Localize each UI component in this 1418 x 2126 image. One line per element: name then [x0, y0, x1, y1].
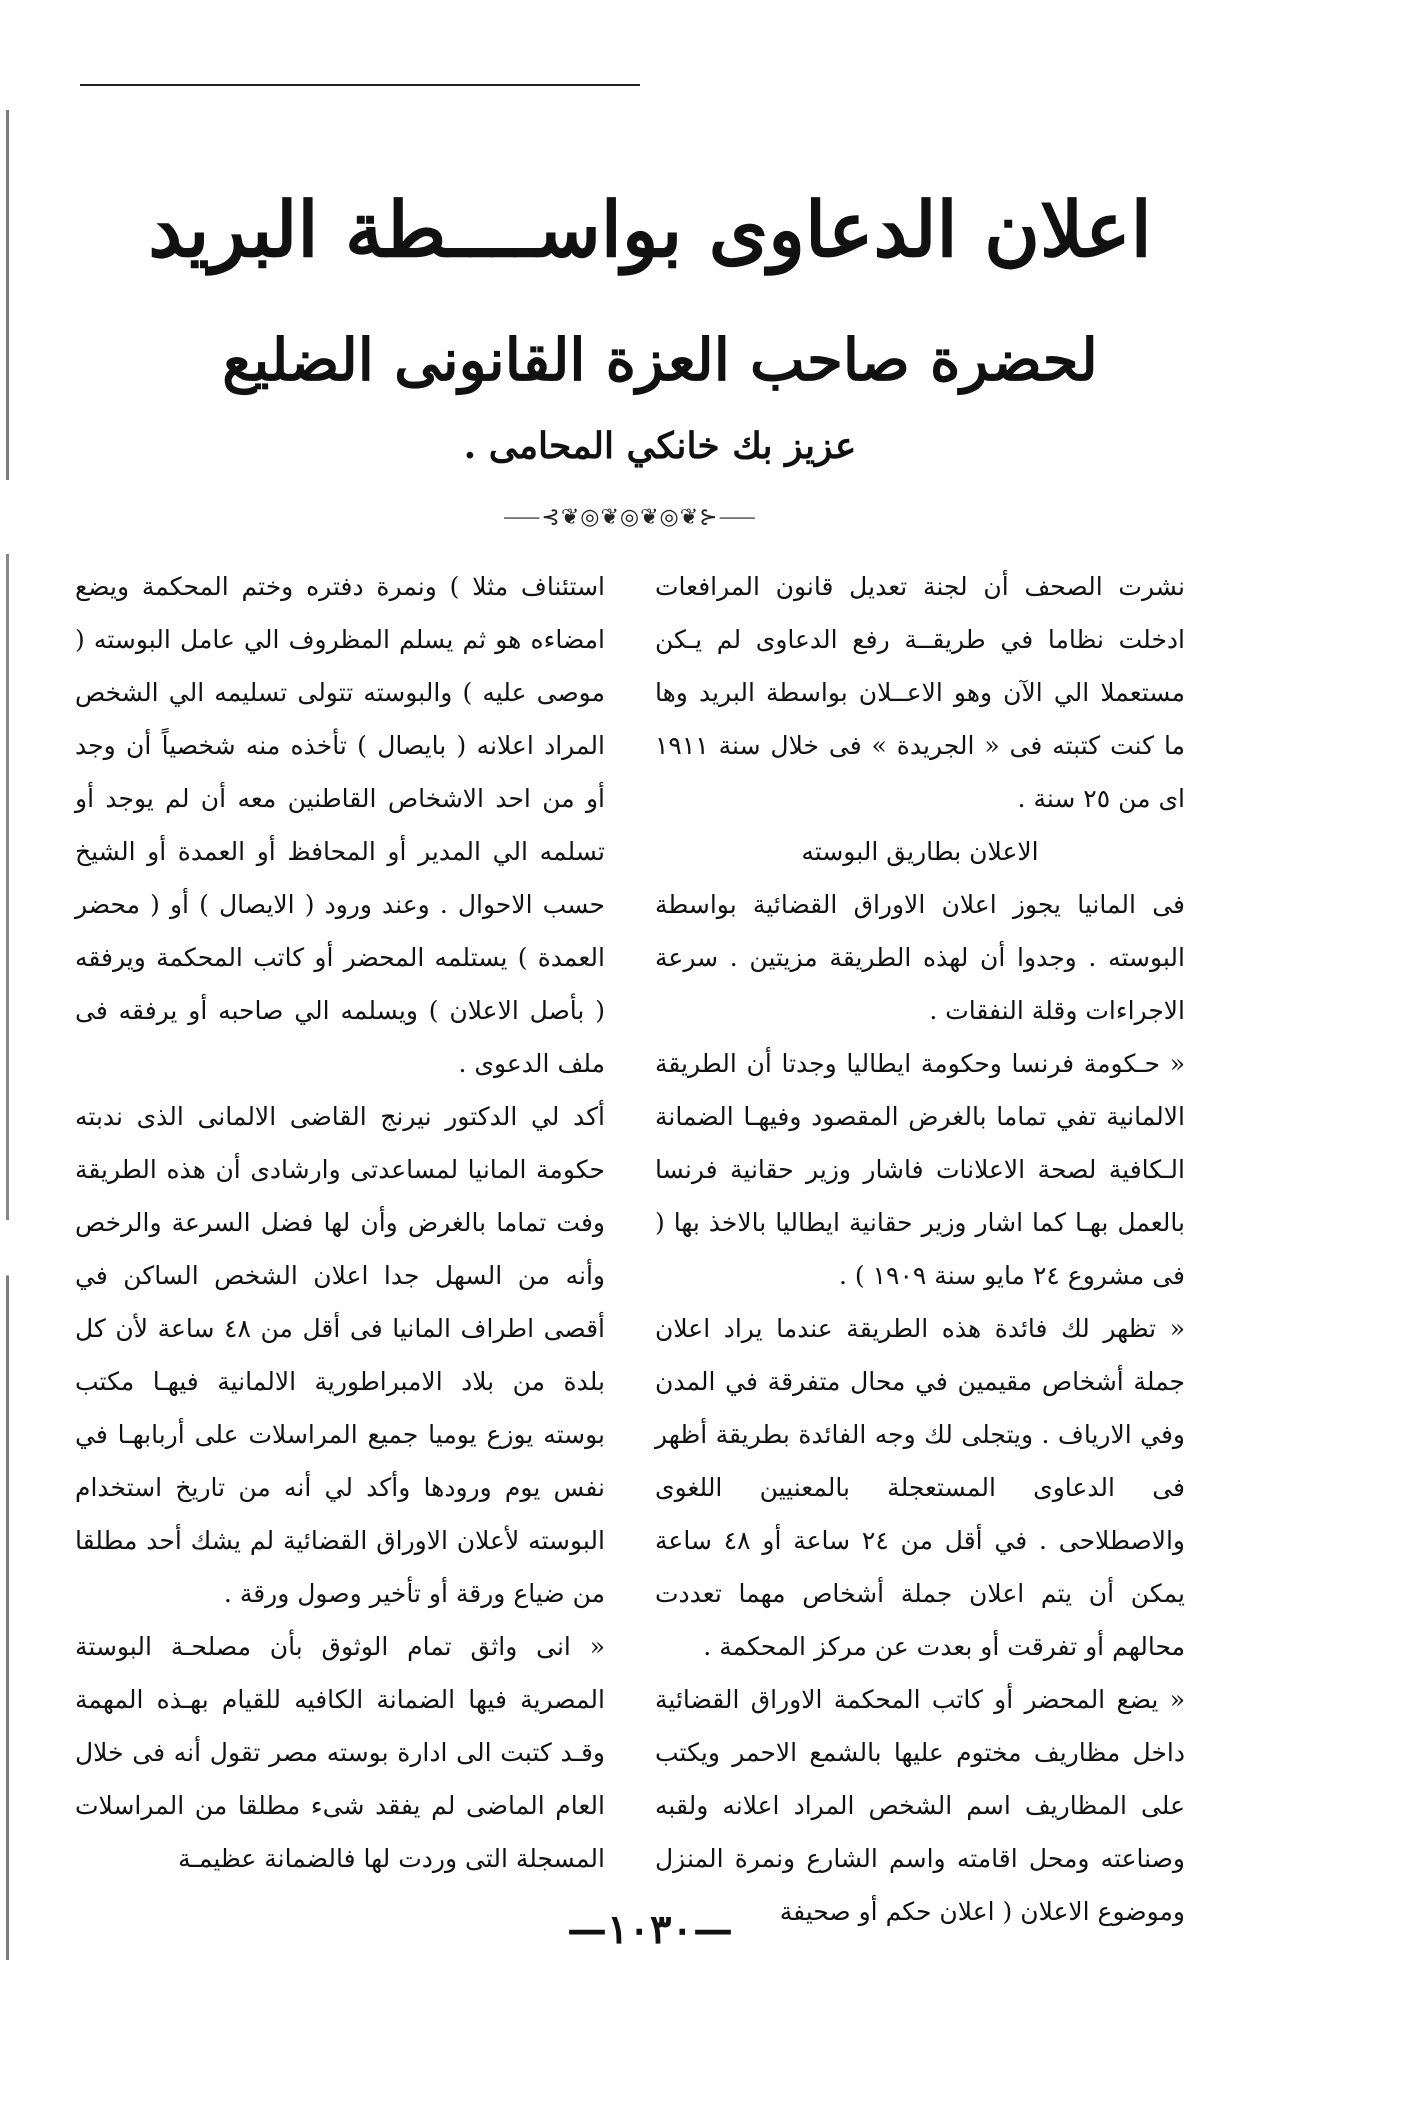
ornament-divider: ⸺⊰❦◎❦◎❦◎❦⊱⸺: [503, 505, 757, 530]
paragraph: نشرت الصحف أن لجنة تعديل قانون المرافعات ادخلت نظاما في طريقــة رفع الدعاوى لم يـكن مستعملا الي الآن وهو الاعــلان بواسطة البريد وها ما كنت كتبته فى « الجريدة » فى خلال سنة ١٩١١ اى من ٢٥ سنة .: [655, 572, 1185, 813]
paragraph: استئناف مثلا ) ونمرة دفتره وختم المحكمة ويضع امضاءه هو ثم يسلم المظروف الي عامل البوسته ( موصى عليه ) والبوسته تتولى تسليمه الي الشخص المراد اعلانه ( بايصال ) تأخذه منه شخصياً أن وجد أو من احد الاشخاص القاطنين معه أن لم يوجد أو تسلمه الي المدير أو المحافظ أو العمدة أو الشيخ حسب الاحوال . وعند ورود ( الايصال ) أو ( محضر العمدة ) يستلمه المحضر أو كاتب المحكمة ويرفقه ( بأصل الاعلان ) ويسلمه الي صاحبه أو يرفقه فى ملف الدعوى .: [75, 572, 605, 1078]
column-right: [655, 560, 1185, 1926]
paragraph: « تظهر لك فائدة هذه الطريقة عندما يراد اعلان جملة أشخاص مقيمين في محال متفرقة في المدن وفي الارياف . ويتجلى لك وجه الفائدة بطريقة أظهر فى الدعاوى المستعجلة بالمعنيين اللغوى والاصطلاحى . في أقل من ٢٤ ساعة أو ٤٨ ساعة يمكن أن يتم اعلان جملة أشخاص مهما تعددت محالهم أو تفرقت أو بعدت عن مركز المحكمة .: [655, 1314, 1185, 1661]
section-subheading: الاعلان بطاريق البوسته: [801, 837, 1039, 866]
paragraph: أكد لي الدكتور نيرنج القاضى الالمانى الذى ندبته حكومة المانيا لمساعدتى وارشادى أن هذه الطريقة وفت تماما بالغرض وأن لها فضل السرعة والرخص وأنه من السهل جدا اعلان الشخص الساكن في أقصى اطراف المانيا فى أقل من ٤٨ ساعة لأن كل بلدة من بلاد الامبراطورية الالمانية فيهـا مكتب بوسته يوزع يوميا جميع المراسلات على أربابهـا في نفس يوم ورودها وأكد لي أنه من تاريخ استخدام البوسته لأعلان الاوراق القضائية لم يشك أحد مطلقا من ضياع ورقة أو تأخير وصول ورقة .: [75, 1102, 605, 1608]
scan-edge-mark: [6, 110, 9, 1960]
top-rule: [80, 84, 640, 86]
paragraph: « انى واثق تمام الوثوق بأن مصلحـة البوستة المصرية فيها الضمانة الكافيه للقيام بهـذه المهمة وقـد كتبت الى ادارة بوسته مصر تقول أنه فى خلال العام الماضى لم يفقد شىء مطلقا من المراسلات المسجلة التى وردت لها فالضمانة عظيمـة: [75, 1632, 605, 1873]
page-number: —١٠٣٠—: [567, 1906, 733, 1953]
paragraph: فى المانيا يجوز اعلان الاوراق القضائية بواسطة البوسته . وجدوا أن لهذه الطريقة مزيتين . سرعة الاجراءات وقلة النفقات .: [655, 890, 1185, 1025]
paragraph: « يضع المحضر أو كاتب المحكمة الاوراق القضائية داخل مظاريف مختوم عليها بالشمع الاحمر ويكتب على المظاريف اسم الشخص المراد اعلانه ولقبه وصناعته ومحل اقامته واسم الشارع ونمرة المنزل وموضوع الاعلان ( اعلان حكم أو صحيفة: [655, 1685, 1185, 1926]
article-author: عزيز بك خانكي المحامى .: [463, 425, 857, 467]
article-title: اعلان الدعاوى بواســــطة البريد: [148, 185, 1152, 274]
paragraph: « حـكومة فرنسا وحكومة ايطاليا وجدتا أن الطريقة الالمانية تفي تماما بالغرض المقصود وفيهـا الضمانة الـكافية لصحة الاعلانات فاشار وزير حقانية فرنسا بالعمل بهـا كما اشار وزير حقانية ايطاليا بالاخذ بها ( فى مشروع ٢٤ مايو سنة ١٩٠٩ ) .: [655, 1049, 1185, 1290]
column-left: [75, 560, 605, 1890]
article-byline: لحضرة صاحب العزة القانونى الضليع: [222, 326, 1098, 394]
